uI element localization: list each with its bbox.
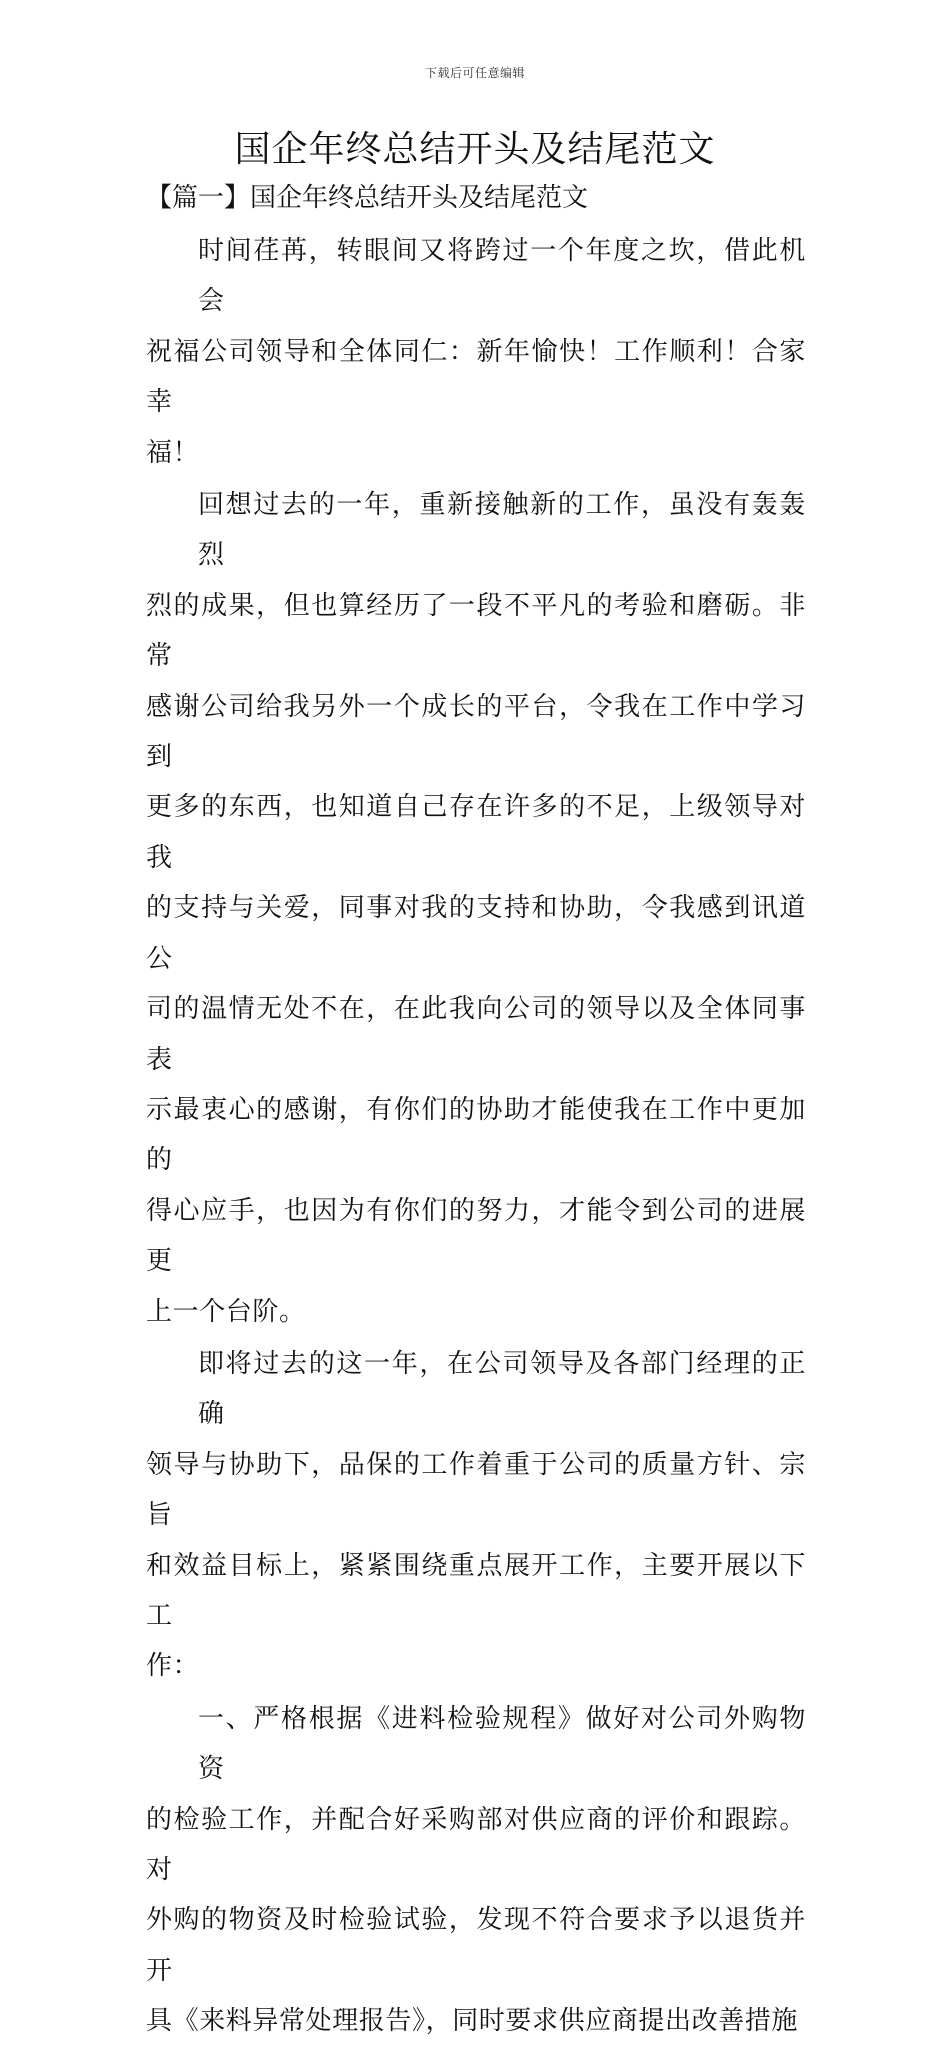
section-heading: 【篇一】国企年终总结开头及结尾范文 (146, 183, 589, 213)
paragraph-line: 作： (146, 1651, 200, 1682)
body-paragraph (146, 1694, 806, 2047)
paragraph-line: 的支持与关爱，同事对我的支持和协助，令我感到讯道公 (146, 893, 806, 974)
paragraph-line: 即将过去的这一年，在公司领导及各部门经理的正确 (198, 1348, 806, 1430)
paragraph-line: 福！ (146, 437, 200, 468)
paragraph-line: 外购的物资及时检验试验，发现不符合要求予以退货并开 (146, 1905, 806, 1986)
paragraph-line: 一、严格根据《进料检验规程》做好对公司外购物资 (198, 1703, 806, 1785)
paragraph-line: 回想过去的一年，重新接触新的工作，虽没有轰轰烈 (198, 490, 806, 571)
body-paragraph (146, 226, 806, 478)
body-paragraph (146, 480, 806, 1337)
paragraph-line: 感谢公司给我另外一个成长的平台，令我在工作中学习到 (146, 691, 806, 773)
paragraph-line: 得心应手，也因为有你们的努力，才能令到公司的进展更 (146, 1195, 806, 1277)
paragraph-line: 具《来料异常处理报告》，同时要求供应商提出改善措施 (146, 2006, 799, 2037)
paragraph-line: 示最衷心的感谢，有你们的协助才能使我在工作中更加的 (146, 1094, 806, 1176)
body-paragraph (146, 1339, 806, 1692)
paragraph-line: 和效益目标上，紧紧围绕重点展开工作，主要开展以下工 (146, 1550, 806, 1631)
document-title: 国企年终总结开头及结尾范文 (234, 129, 716, 170)
paragraph-line: 的检验工作，并配合好采购部对供应商的评价和跟踪。对 (146, 1804, 806, 1885)
paragraph-line: 上一个台阶。 (146, 1296, 306, 1327)
paragraph-line: 司的温情无处不在，在此我向公司的领导以及全体同事表 (146, 994, 806, 1075)
paragraph-line: 更多的东西，也知道自己存在许多的不足，上级领导对我 (146, 792, 806, 873)
header-note: 下载后可任意编辑 (424, 66, 525, 80)
document-body (146, 226, 806, 2049)
paragraph-line: 烈的成果，但也算经历了一段不平凡的考验和磨砺。非常 (146, 590, 806, 672)
paragraph-line: 祝福公司领导和全体同仁：新年愉快！工作顺利！合家幸 (146, 336, 806, 418)
paragraph-line: 时间荏苒，转眼间又将跨过一个年度之坎，借此机会 (198, 236, 806, 317)
paragraph-line: 领导与协助下，品保的工作着重于公司的质量方针、宗旨 (146, 1449, 806, 1531)
